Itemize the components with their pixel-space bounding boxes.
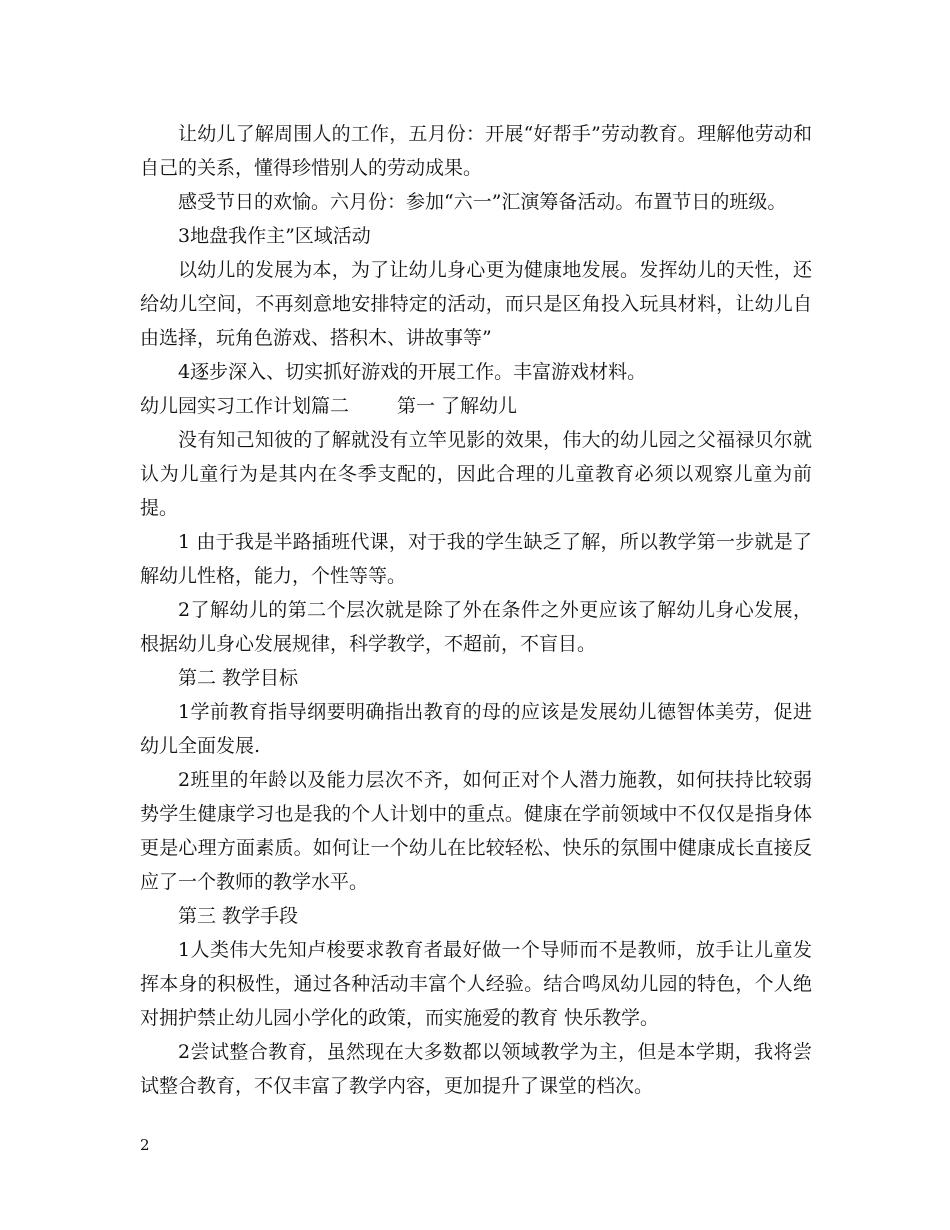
paragraph-2: 感受节日的欢愉。六月份：参加“六一”汇演筹备活动。布置节日的班级。 [178, 191, 787, 213]
paragraph-1: 让幼儿了解周围人的工作，五月份：开展“好帮手”劳动教育。理解他劳动和自己的关系，懂得珍惜别人的劳动成果。 [140, 123, 812, 179]
paragraph-11: 1学前教育指导纲要明确指出教育的母的应该是发展幼儿德智体美劳，促进幼儿全面发展. [140, 701, 812, 757]
paragraph-3: 3地盘我作主”区域活动 [178, 225, 371, 247]
section-heading-3: 第三 教学手段 [178, 905, 299, 927]
page-number: 2 [140, 1136, 150, 1154]
section-heading-line [140, 389, 812, 423]
paragraph-8: 1 由于我是半路插班代课，对于我的学生缺乏了解，所以教学第一步就是了解幼儿性格，能力，个性等等。 [140, 531, 812, 587]
section-heading-2: 第二 教学目标 [178, 667, 299, 689]
paragraph-4: 以幼儿的发展为本，为了让幼儿身心更为健康地发展。发挥幼儿的天性，还给幼儿空间，不再刻意地安排特定的活动，而只是区角投入玩具材料，让幼儿自由选择，玩角色游戏、搭积木、讲故事等” [140, 259, 812, 349]
document-body [140, 117, 812, 1103]
paragraph-12: 2班里的年龄以及能力层次不齐，如何正对个人潜力施教，如何扶持比较弱势学生健康学习也是我的个人计划中的重点。健康在学前领域中不仅仅是指身体更是心理方面素质。如何让一个幼儿在比较轻松、快乐的氛围中健康成长直接反应了一个教师的教学水平。 [140, 769, 812, 893]
paragraph-5: 4逐步深入、切实抓好游戏的开展工作。丰富游戏材料。 [178, 361, 647, 383]
article-title: 幼儿园实习工作计划篇二 [140, 395, 350, 417]
paragraph-15: 2尝试整合教育，虽然现在大多数都以领域教学为主，但是本学期，我将尝试整合教育，不仅丰富了教学内容，更加提升了课堂的档次。 [140, 1041, 812, 1097]
paragraph-9: 2了解幼儿的第二个层次就是除了外在条件之外更应该了解幼儿身心发展，根据幼儿身心发展规律，科学教学，不超前，不盲目。 [140, 599, 812, 655]
paragraph-7: 没有知己知彼的了解就没有立竿见影的效果，伟大的幼儿园之父福禄贝尔就认为儿童行为是其内在冬季支配的，因此合理的儿童教育必须以观察儿童为前提。 [140, 429, 812, 519]
paragraph-14: 1人类伟大先知卢梭要求教育者最好做一个导师而不是教师，放手让儿童发挥本身的积极性，通过各种活动丰富个人经验。结合鸣凤幼儿园的特色，个人绝对拥护禁止幼儿园小学化的政策，而实施爱的教育 快乐教学。 [140, 939, 812, 1029]
section-heading-1: 第一 了解幼儿 [397, 395, 518, 417]
